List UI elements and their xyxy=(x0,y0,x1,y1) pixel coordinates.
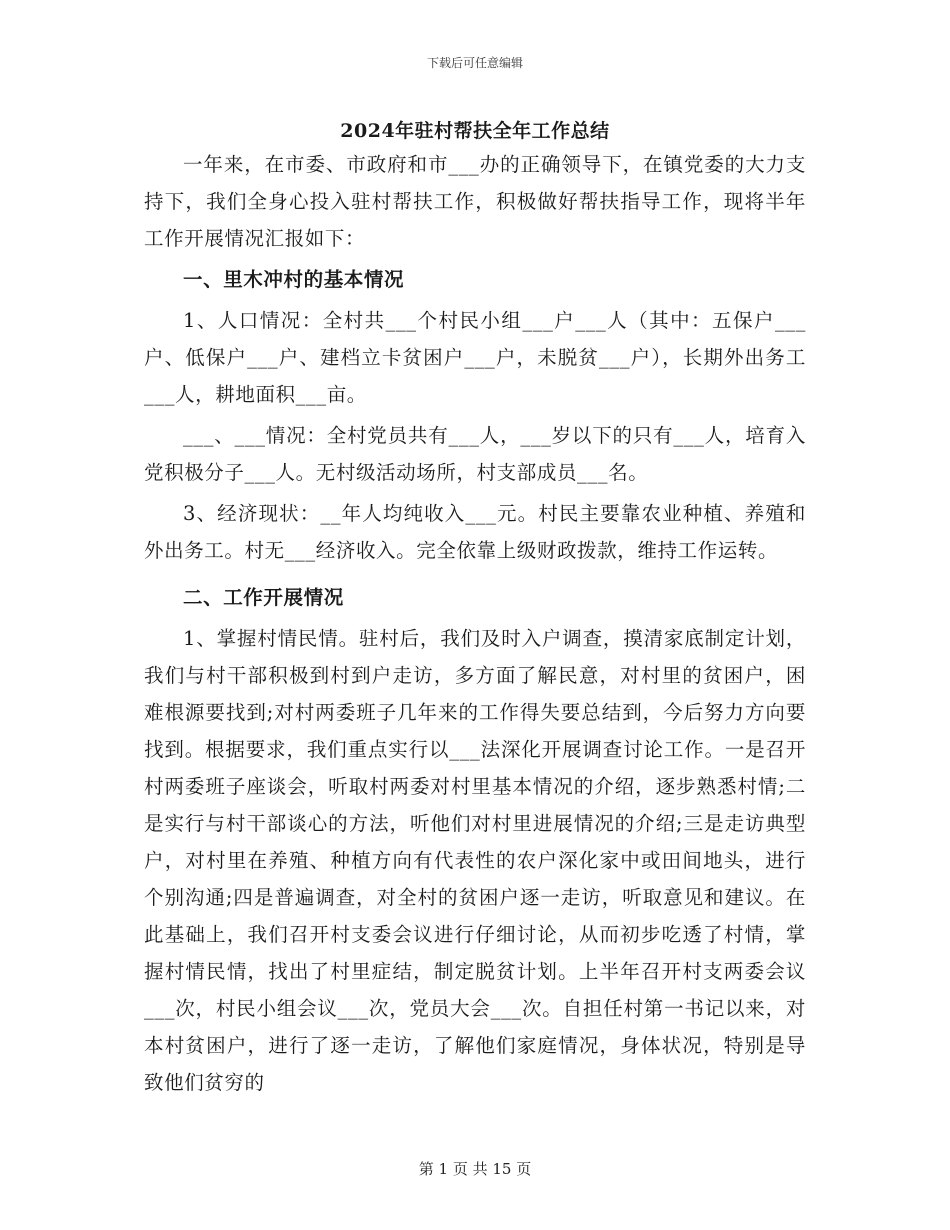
party-paragraph: ___、___情况：全村党员共有___人，___岁以下的只有___人，培育入党积极分子___人。无村级活动场所，村支部成员___名。 xyxy=(144,424,806,484)
intro-paragraph: 一年来，在市委、市政府和市___办的正确领导下，在镇党委的大力支持下，我们全身心投入驻村帮扶工作，积极做好帮扶指导工作，现将半年工作开展情况汇报如下： xyxy=(144,153,806,250)
page-footer: 第 1 页 共 15 页 xyxy=(418,1160,532,1178)
village-situation-paragraph: 1、掌握村情民情。驻村后，我们及时入户调查，摸清家底制定计划，我们与村干部积极到村到户走访，多方面了解民意，对村里的贫困户，困难根源要找到;对村两委班子几年来的工作得失要总结到，今后努力方向要找到。根据要求，我们重点实行以___法深化开展调查讨论工作。一是召开村两委班子座谈会，听取村两委对村里基本情况的介绍，逐步熟悉村情;二是实行与村干部谈心的方法，听他们对村里进展情况的介绍;三是走访典型户，对村里在养殖、种植方向有代表性的农户深化家中或田间地头，进行个别沟通;四是普遍调查，对全村的贫困户逐一走访，听取意见和建议。在此基础上，我们召开村支委会议进行仔细讨论，从而初步吃透了村情，掌握村情民情，找出了村里症结，制定脱贫计划。上半年召开村支两委会议___次，村民小组会议___次，党员大会___次。自担任村第一书记以来，对本村贫困户，进行了逐一走访，了解他们家庭情况，身体状况，特别是导致他们贫穷的 xyxy=(144,627,806,1094)
document-title: 2024年驻村帮扶全年工作总结 xyxy=(340,120,610,142)
section-heading-work-progress: 二、工作开展情况 xyxy=(183,586,344,609)
document-body xyxy=(144,146,806,1101)
section-heading-basic-situation: 一、里木冲村的基本情况 xyxy=(183,268,405,291)
economy-paragraph: 3、经济现状：__年人均纯收入___元。村民主要靠农业种植、养殖和外出务工。村无___经济收入。完全依靠上级财政拨款，维持工作运转。 xyxy=(144,502,806,562)
population-paragraph: 1、人口情况：全村共___个村民小组___户___人（其中：五保户___户、低保户___户、建档立卡贫困户___户，未脱贫___户），长期外出务工___人，耕地面积___亩。 xyxy=(144,309,806,406)
header-note: 下载后可任意编辑 xyxy=(426,56,523,70)
